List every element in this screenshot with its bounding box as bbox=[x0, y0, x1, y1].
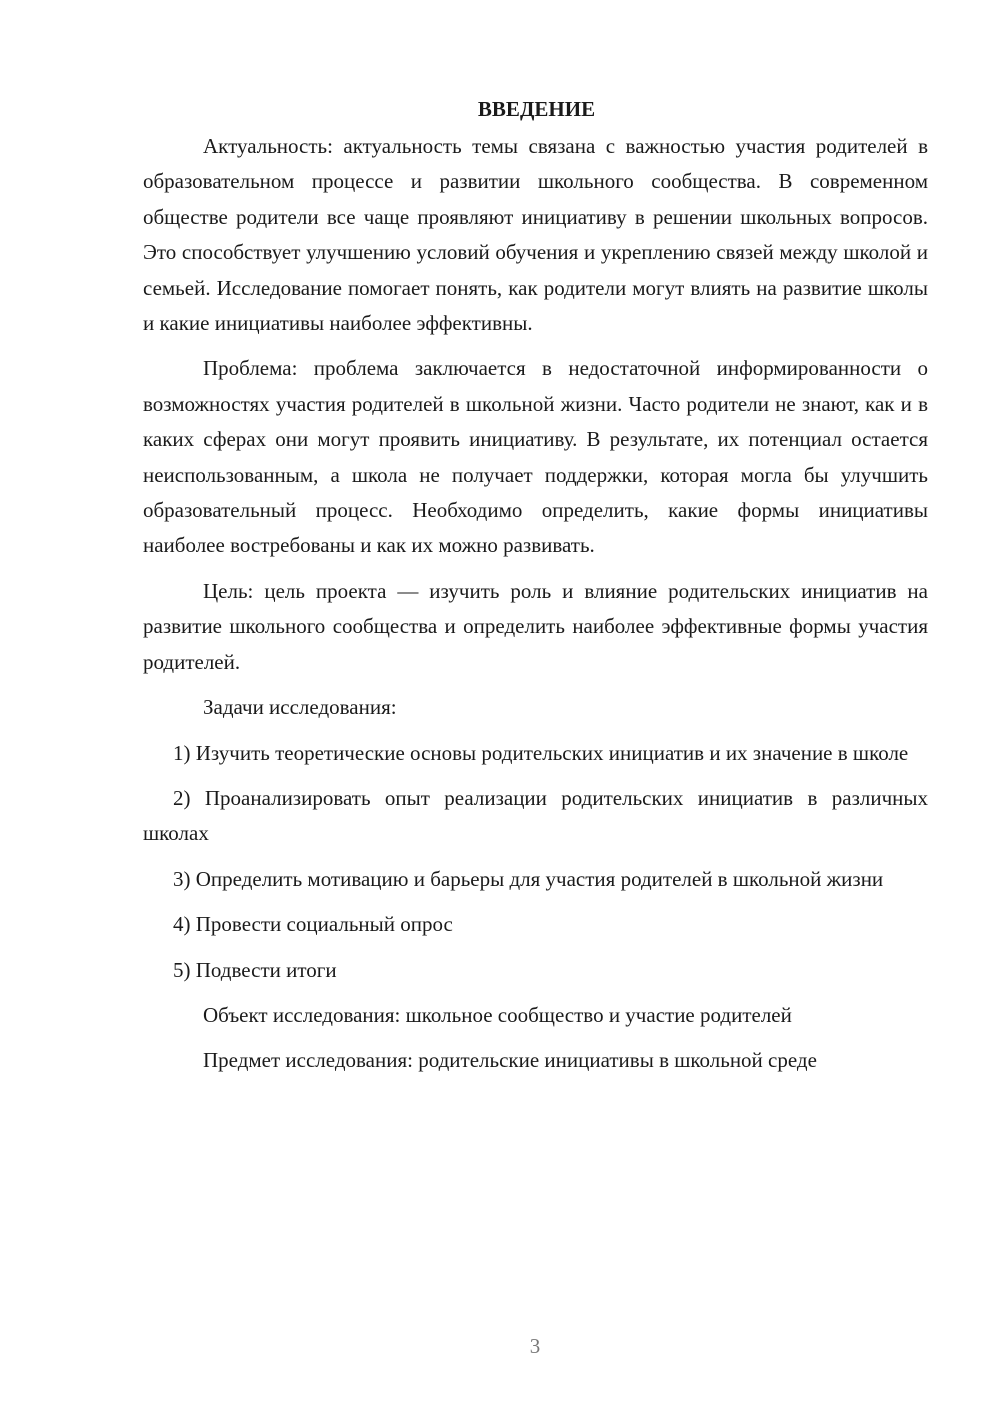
tasks-heading: Задачи исследования: bbox=[203, 695, 397, 720]
research-subject-paragraph: Предмет исследования: родительские инициативы в школьной среде bbox=[203, 1048, 817, 1073]
task-item-2: 2) Проанализировать опыт реализации родительских инициатив в различных школах bbox=[143, 785, 928, 846]
task-item-5: 5) Подвести итоги bbox=[173, 957, 337, 982]
page-content bbox=[143, 92, 928, 1089]
task-item-3: 3) Определить мотивацию и барьеры для участия родителей в школьной жизни bbox=[173, 866, 884, 891]
relevance-paragraph: Актуальность: актуальность темы связана с важностью участия родителей в образовательном процессе и развитии школьного сообщества. В современном обществе родители все чаще проявляют инициативу в решении школьных вопросов. Это способствует улучшению условий обучения и укреплению связей между школой и семьей. Исследование помогает понять, как родители могут влиять на развитие школы и какие инициативы наиболее эффективны. bbox=[143, 134, 928, 336]
task-item-4: 4) Провести социальный опрос bbox=[173, 912, 453, 937]
problem-paragraph: Проблема: проблема заключается в недостаточной информированности о возможностях участия родителей в школьной жизни. Часто родители не знают, как и в каких сферах они могут проявить инициативу. В результате, их потенциал остается неиспользованным, а школа не получает поддержки, которая могла бы улучшить образовательный процесс. Необходимо определить, какие формы инициативы наиболее востребованы и как их можно развивать. bbox=[143, 356, 928, 558]
page-title: ВВЕДЕНИЕ bbox=[477, 97, 596, 121]
page-number: 3 bbox=[529, 1334, 541, 1358]
goal-paragraph: Цель: цель проекта — изучить роль и влияние родительских инициатив на развитие школьного сообщества и определить наиболее эффективные формы участия родителей. bbox=[143, 578, 928, 674]
task-item-1: 1) Изучить теоретические основы родительских инициатив и их значение в школе bbox=[173, 740, 909, 765]
research-object-paragraph: Объект исследования: школьное сообщество и участие родителей bbox=[203, 1002, 792, 1027]
